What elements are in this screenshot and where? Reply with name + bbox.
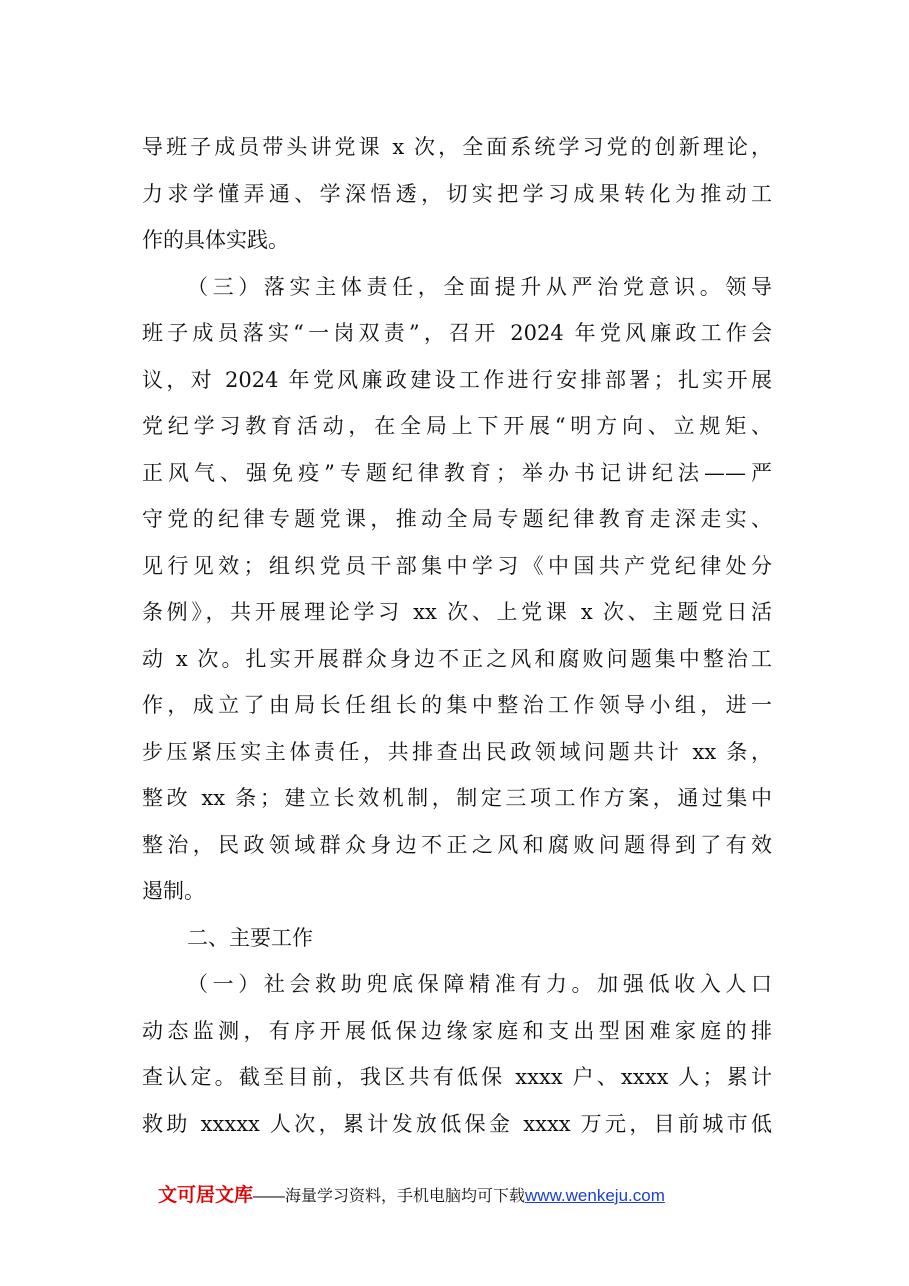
text-line: 救助 xxxxx 人次，累计发放低保金 xxxx 万元，目前城市低: [142, 1111, 772, 1136]
section-heading-line: （三）落实主体责任，全面提升从严治党意识。领导: [187, 274, 772, 299]
text-line: 守党的纪律专题党课，推动全局专题纪律教育走深走实、: [142, 507, 772, 531]
brand-name: 文可居文库: [158, 1185, 254, 1206]
text-line: 党纪学习教育活动，在全局上下开展“明方向、立规矩、: [142, 414, 772, 438]
footer-banner: [158, 1180, 665, 1212]
text-line: 班子成员落实“一岗双责”，召开 2024 年党风廉政工作会: [142, 321, 772, 345]
text-line: 整改 xx 条；建立长效机制，制定三项工作方案，通过集中: [142, 786, 772, 810]
text-line: 见行见效；组织党员干部集中学习《中国共产党纪律处分: [142, 553, 772, 578]
website-link[interactable]: www.wenkeju.com: [525, 1186, 665, 1205]
section-heading-line: （一）社会救助兜底保障精准有力。加强低收入人口: [187, 972, 772, 996]
text-line: 步压紧压实主体责任，共排查出民政领域问题共计 xx 条，: [142, 739, 772, 764]
text-line: 动态监测，有序开展低保边缘家庭和支出型困难家庭的排: [142, 1018, 772, 1043]
text-line: 动 x 次。扎实开展群众身边不正之风和腐败问题集中整治工: [142, 646, 772, 671]
section-title: 二、主要工作: [187, 925, 313, 950]
text-line: 作的具体实践。: [142, 228, 289, 252]
text-line: 作，成立了由局长任组长的集中整治工作领导小组，进一: [142, 693, 772, 717]
text-line: 整治，民政领域群众身边不正之风和腐败问题得到了有效: [142, 832, 772, 857]
text-line: 查认定。截至目前，我区共有低保 xxxx 户、xxxx 人；累计: [142, 1065, 772, 1089]
footer-tagline: ——海量学习资料，手机电脑均可下载: [253, 1188, 526, 1205]
text-line: 条例》，共开展理论学习 xx 次、上党课 x 次、主题党日活: [142, 600, 772, 624]
text-line: 遏制。: [142, 879, 205, 903]
text-line: 议，对 2024 年党风廉政建设工作进行安排部署；扎实开展: [142, 367, 772, 392]
document-body: [142, 124, 772, 1147]
text-line: 正风气、强免疫”专题纪律教育；举办书记讲纪法——严: [142, 460, 772, 485]
text-line: 力求学懂弄通、学深悟透，切实把学习成果转化为推动工: [142, 181, 772, 206]
text-line: 导班子成员带头讲党课 x 次，全面系统学习党的创新理论，: [142, 135, 772, 159]
